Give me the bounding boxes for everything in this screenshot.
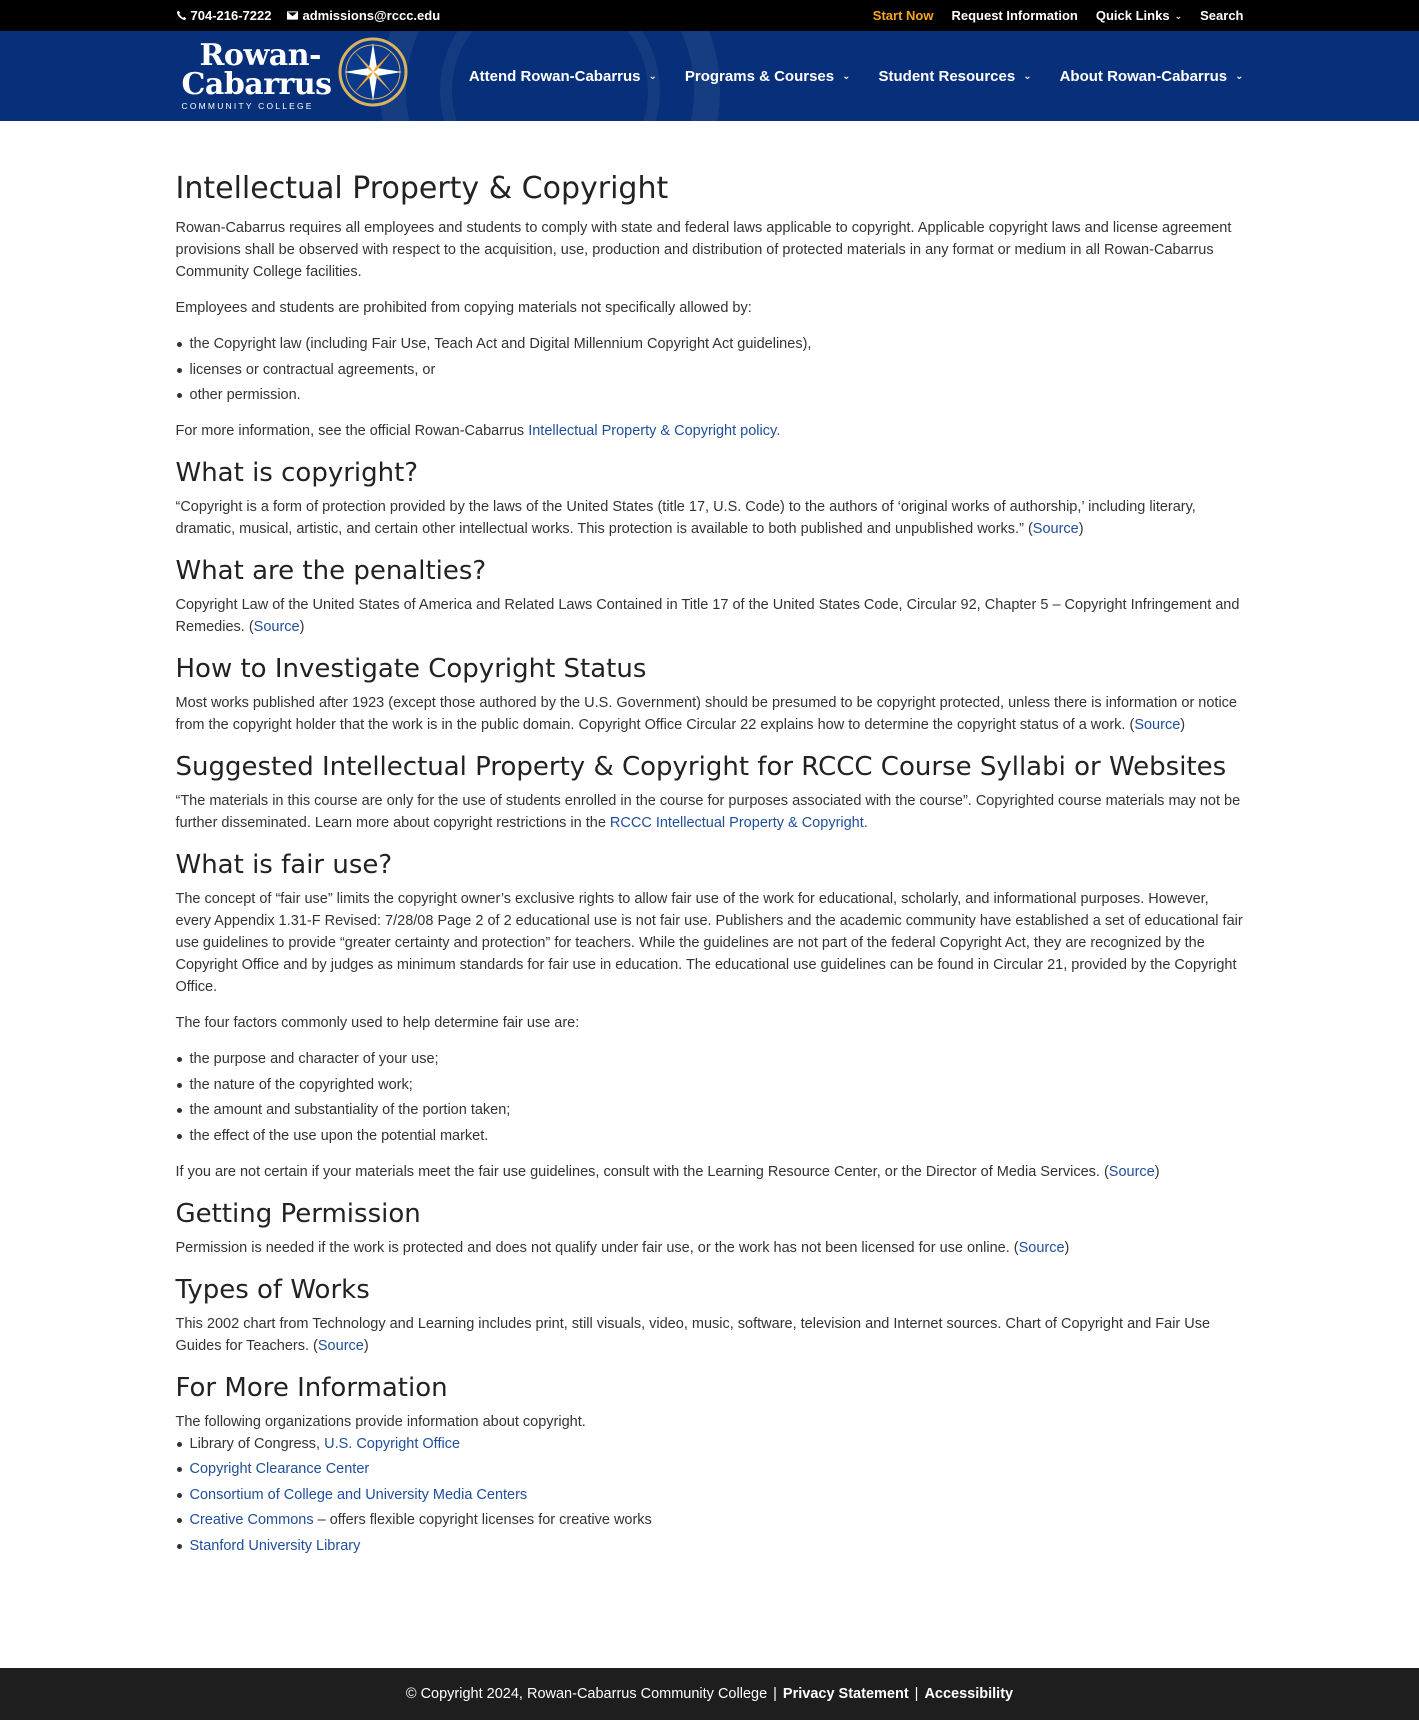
fair-use-factors-list [176, 1048, 1244, 1147]
main-navigation [469, 68, 1244, 85]
source-link[interactable]: Source [1108, 1163, 1155, 1180]
copyright-text: “Copyright is a form of protection provided by the laws of the United States (title 17, U.S. Code) to the authors of ‘original works of authorship,’ including literary, dramatic, musical, artistic, and certain other intellectual works. This protection is available to both published and unpublished works.” ( [175, 499, 1196, 537]
intro-paragraph-1: Rowan-Cabarrus requires all employees and students to comply with state and federal laws applicable to copyright. Applicable copyright laws and license agreement provisions shall be observed with respect to the acquisition, use, production and distribution of protected materials in any format or medium in all Rowan-Cabarrus Community College facilities. [175, 220, 1232, 280]
source-link[interactable]: Source [253, 619, 300, 635]
list-item: licenses or contractual agreements, or [176, 359, 1244, 381]
list-item [176, 1484, 1244, 1506]
section-heading-investigate: How to Investigate Copyright Status [175, 654, 647, 684]
paren-close: ) [363, 1337, 369, 1354]
chevron-down-icon: ⌄ [1023, 70, 1032, 82]
syllabi-text: “The materials in this course are only for the use of students enrolled in the course for purposes associated with the course”. Copyrighted course materials may not be further disseminated. Learn more about copyright restrictions in the [175, 793, 1241, 831]
main-content [176, 121, 1244, 1557]
list-item: the purpose and character of your use; [176, 1048, 1244, 1070]
email-link[interactable] [287, 8, 440, 23]
syllabi-paragraph [176, 790, 1244, 834]
compass-icon [338, 37, 408, 107]
list-item [176, 1535, 1244, 1557]
start-now-link[interactable]: Start Now [872, 8, 934, 23]
phone-number: 704-216-7222 [190, 8, 272, 23]
paren-close: ) [1180, 717, 1186, 733]
nav-programs[interactable] [685, 68, 851, 85]
footer-separator: | [914, 1686, 919, 1702]
types-text: This 2002 chart from Technology and Learning includes print, still visuals, video, music, software, television and Internet sources. Chart of Copyright and Fair Use Guides for Teachers. ( [175, 1315, 1211, 1354]
fair-use-closing [176, 1161, 1244, 1183]
stanford-library-link[interactable]: Stanford University Library [189, 1537, 361, 1554]
logo-line-3: COMMUNITY COLLEGE [181, 100, 314, 111]
quick-links-label: Quick Links [1095, 8, 1170, 23]
more-info-suffix: . [776, 423, 781, 439]
nav-attend[interactable] [469, 68, 657, 85]
permission-text: Permission is needed if the work is protected and does not qualify under fair use, or the work has not been licensed for use online. ( [175, 1239, 1019, 1256]
nav-attend-label: Attend Rowan-Cabarrus [468, 67, 641, 85]
footer-copyright: © Copyright 2024, Rowan-Cabarrus Community College [405, 1686, 768, 1702]
list-item: the nature of the copyrighted work; [176, 1074, 1244, 1096]
site-footer [0, 1668, 1419, 1720]
section-heading-fair-use: What is fair use? [175, 850, 393, 880]
chevron-down-icon: ⌄ [842, 70, 851, 82]
nav-about[interactable] [1060, 68, 1244, 85]
penalties-paragraph [176, 594, 1244, 638]
nav-student-resources[interactable] [879, 68, 1032, 85]
creative-commons-desc: – offers flexible copyright licenses for creative works [313, 1512, 652, 1528]
rccc-ip-link[interactable]: RCCC Intellectual Property & Copyright [609, 815, 864, 831]
envelope-icon [287, 10, 298, 21]
section-heading-copyright: What is copyright? [175, 458, 419, 488]
source-link[interactable]: Source [1134, 717, 1181, 733]
penalties-text: Copyright Law of the United States of America and Related Laws Contained in Title 17 of the United States Code, Circular 92, Chapter 5 – Copyright Infringement and Remedies. ( [175, 597, 1240, 635]
source-link[interactable]: Source [1018, 1239, 1065, 1256]
section-heading-permission: Getting Permission [175, 1198, 421, 1229]
list-item: other permission. [176, 384, 1244, 406]
fair-use-factors-intro: The four factors commonly used to help determine fair use are: [175, 1015, 580, 1031]
list-item [176, 1509, 1244, 1531]
paren-close: ) [1064, 1239, 1070, 1256]
source-link[interactable]: Source [317, 1337, 364, 1354]
prohibited-list [176, 333, 1244, 406]
nav-about-label: About Rowan-Cabarrus [1059, 67, 1228, 85]
paren-close: ) [1078, 521, 1084, 537]
list-item: the amount and substantiality of the portion taken; [176, 1099, 1244, 1121]
logo-line-1: Rowan- [199, 37, 321, 73]
request-information-link[interactable]: Request Information [951, 8, 1078, 23]
list-item: the effect of the use upon the potential market. [176, 1125, 1244, 1147]
nav-programs-label: Programs & Courses [684, 67, 835, 85]
copyright-clearance-center-link[interactable]: Copyright Clearance Center [189, 1461, 370, 1477]
section-heading-more-info: For More Information [175, 1372, 448, 1403]
search-link[interactable]: Search [1200, 8, 1244, 23]
fair-use-closing-text: If you are not certain if your materials meet the fair use guidelines, consult with the Learning Resource Center, or the Director of Media Services. ( [175, 1163, 1109, 1180]
paren-close: ) [1154, 1163, 1160, 1180]
quick-links-dropdown[interactable] [1096, 8, 1182, 23]
top-utility-bar [0, 0, 1419, 31]
section-heading-types: Types of Works [175, 1274, 370, 1305]
types-paragraph [176, 1313, 1244, 1357]
paren-close: ) [299, 619, 305, 635]
college-logo[interactable] [181, 37, 408, 111]
list-item [176, 1433, 1244, 1455]
logo-line-2: Cabarrus [181, 66, 332, 102]
email-address: admissions@rccc.edu [302, 8, 441, 23]
phone-icon [176, 10, 187, 21]
us-copyright-office-link[interactable]: U.S. Copyright Office [324, 1435, 461, 1452]
creative-commons-link[interactable]: Creative Commons [189, 1512, 314, 1528]
organizations-list [176, 1433, 1244, 1557]
more-info-intro: The following organizations provide information about copyright. [175, 1413, 586, 1430]
section-heading-syllabi: Suggested Intellectual Property & Copyright for RCCC Course Syllabi or Websites [175, 752, 1227, 782]
chevron-down-icon: ⌄ [1235, 70, 1244, 82]
permission-paragraph [176, 1237, 1244, 1259]
chevron-down-icon: ⌄ [648, 70, 657, 82]
footer-separator: | [773, 1686, 777, 1702]
privacy-statement-link[interactable]: Privacy Statement [782, 1686, 909, 1702]
copyright-paragraph [176, 496, 1244, 540]
investigate-text: Most works published after 1923 (except those authored by the U.S. Government) should be presumed to be copyright protected, unless there is information or notice from the copyright holder that the work is in the public domain. Copyright Office Circular 22 explains how to determine the copyright status of a work. ( [175, 695, 1237, 733]
section-heading-penalties: What are the penalties? [175, 556, 487, 586]
intro-paragraph-2: Employees and students are prohibited from copying materials not specifically allowed by: [175, 300, 752, 316]
syllabi-close: . [863, 815, 868, 831]
policy-link[interactable]: Intellectual Property & Copyright policy [528, 423, 777, 439]
nav-student-resources-label: Student Resources [878, 67, 1016, 85]
list-item: the Copyright law (including Fair Use, Teach Act and Digital Millennium Copyright Act guidelines), [176, 333, 1244, 355]
more-info-prefix: For more information, see the official Rowan-Cabarrus [175, 423, 529, 439]
list-item [176, 1458, 1244, 1480]
fair-use-paragraph: The concept of “fair use” limits the copyright owner’s exclusive rights to allow fair use of the work for educational, scholarly, and informational purposes. However, every Appendix 1.31-F Revised: 7/28/08 Page 2 of 2 educational use is not fair use. Publishers and the academic community have established a set of educational fair use guidelines to provide “greater certainty and protection” for teachers. While the guidelines are not part of the federal Copyright Act, they are recognized by the Copyright Office and by judges as minimum standards for fair use in education. The educational use guidelines can be found in Circular 21, provided by the Copyright Office. [175, 891, 1243, 995]
loc-prefix: Library of Congress, [189, 1435, 325, 1452]
site-header [0, 31, 1419, 121]
phone-link[interactable] [176, 8, 272, 23]
ccumc-link[interactable]: Consortium of College and University Media Centers [189, 1486, 528, 1503]
investigate-paragraph [176, 692, 1244, 736]
more-info-paragraph [176, 420, 1244, 442]
source-link[interactable]: Source [1032, 521, 1079, 537]
chevron-down-icon: ⌄ [1174, 11, 1183, 21]
accessibility-link[interactable]: Accessibility [924, 1686, 1014, 1702]
page-title: Intellectual Property & Copyright [175, 171, 669, 206]
